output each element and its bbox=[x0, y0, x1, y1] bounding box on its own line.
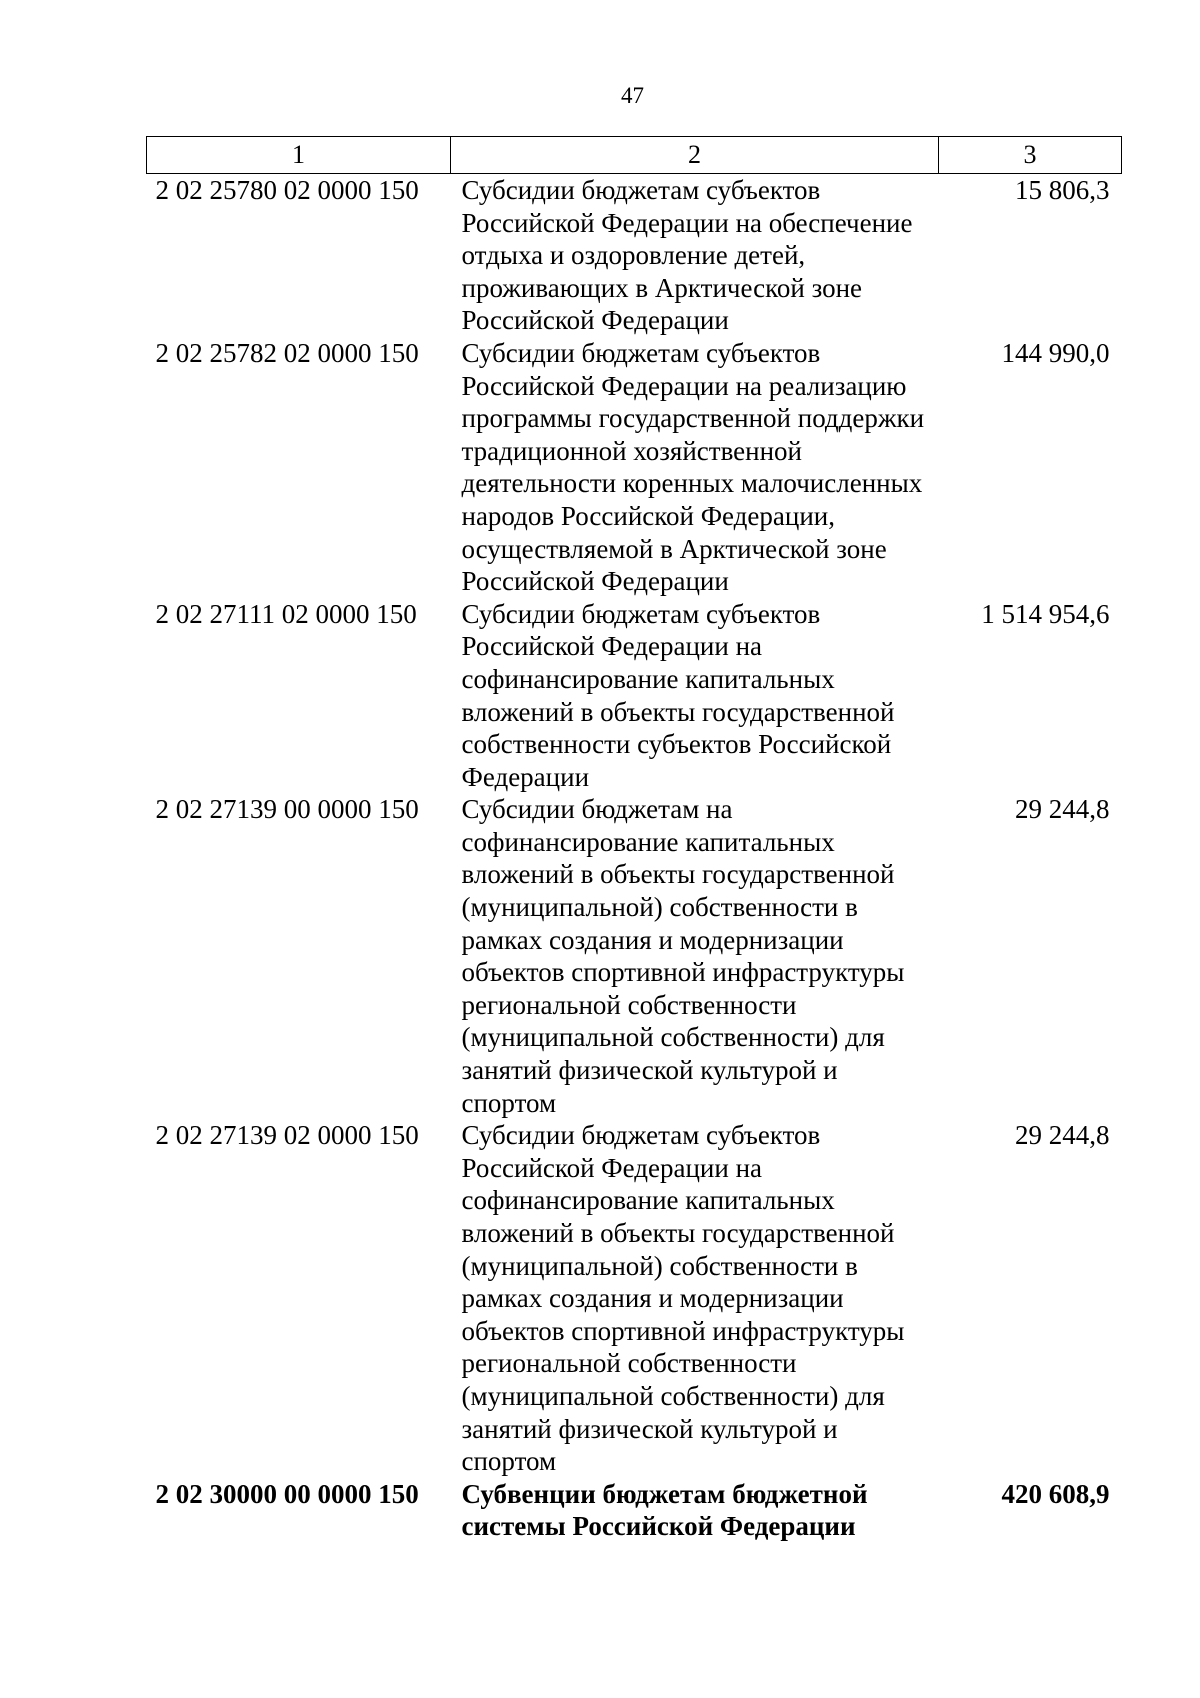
row-code: 2 02 25782 02 0000 150 bbox=[155, 337, 419, 368]
row-name: Субсидии бюджетам субъектов Российской Федерации на софинансирование капитальных вложений в объекты государственной собственности субъектов Российской Федерации bbox=[461, 598, 895, 792]
row-code: 2 02 27111 02 0000 150 bbox=[155, 598, 417, 629]
row-name: Субсидии бюджетам субъектов Российской Федерации на реализацию программы государственной поддержки традиционной хозяйственной деятельности коренных малочисленных народов Российской Федерации, осуществляемой в Арктической зоне Российской Федерации bbox=[461, 337, 925, 597]
table-row bbox=[147, 174, 1122, 337]
table-row bbox=[147, 337, 1122, 598]
row-name: Субсидии бюджетам субъектов Российской Федерации на обеспечение отдыха и оздоровление детей, проживающих в Арктической зоне Российской Федерации bbox=[461, 175, 913, 336]
header-row bbox=[147, 137, 1122, 174]
table-row bbox=[147, 598, 1122, 794]
column-header-3: 3 bbox=[939, 137, 1122, 174]
row-code: 2 02 27139 00 0000 150 bbox=[155, 794, 419, 825]
row-amount: 29 244,8 bbox=[1015, 794, 1110, 825]
table-row bbox=[147, 793, 1122, 1119]
row-amount: 420 608,9 bbox=[1001, 1478, 1110, 1509]
row-name: Субсидии бюджетам субъектов Российской Федерации на софинансирование капитальных вложений в объекты государственной (муниципальной) собственности в рамках создания и модернизации объектов спортивной инфраструктуры региональной собственности (муниципальной собственности) для занятий физической культурой и спортом bbox=[461, 1120, 905, 1477]
row-amount: 144 990,0 bbox=[1001, 337, 1110, 368]
revenue-table bbox=[146, 136, 1122, 1543]
row-name: Субвенции бюджетам бюджетной системы Российской Федерации bbox=[461, 1478, 868, 1542]
table-header bbox=[147, 137, 1122, 174]
table-body bbox=[147, 174, 1122, 1543]
row-amount: 1 514 954,6 bbox=[981, 598, 1110, 629]
table-row-total bbox=[147, 1478, 1122, 1543]
row-amount: 15 806,3 bbox=[1015, 175, 1110, 205]
column-header-1: 1 bbox=[147, 137, 451, 174]
row-code: 2 02 27139 02 0000 150 bbox=[155, 1120, 419, 1151]
table-row bbox=[147, 1119, 1122, 1478]
row-name: Субсидии бюджетам на софинансирование капитальных вложений в объекты государственной (муниципальной) собственности в рамках создания и модернизации объектов спортивной инфраструктуры региональной собственности (муниципальной собственности) для занятий физической культурой и спортом bbox=[461, 794, 905, 1118]
page-number: 47 bbox=[621, 83, 644, 108]
row-code: 2 02 30000 00 0000 150 bbox=[155, 1478, 419, 1509]
column-header-2: 2 bbox=[451, 137, 939, 174]
row-amount: 29 244,8 bbox=[1015, 1120, 1110, 1151]
row-code: 2 02 25780 02 0000 150 bbox=[155, 175, 419, 205]
